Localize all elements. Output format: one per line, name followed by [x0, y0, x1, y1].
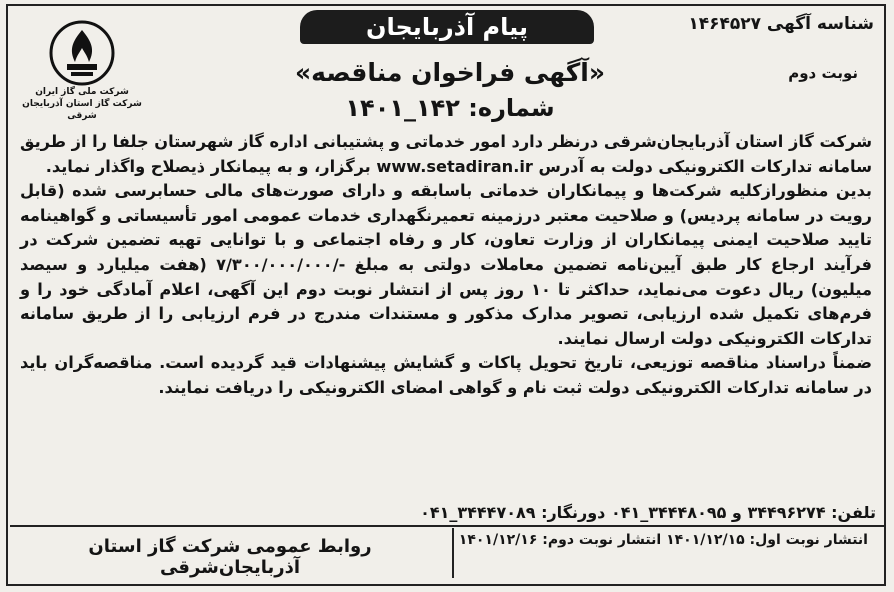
ad-body	[20, 130, 872, 401]
publisher-banner: پیام آذربایجان	[300, 10, 594, 44]
paragraph-invitation: بدین منظوراز‌کلیه شرکت‌ها و پیمانکاران خدماتی باسابقه و دارای صورت‌های مالی حسابرسی شده (قابل رویت در سامانه پردیس) و صلاحیت معتبر درزمینه تعمیرنگهداری خدمات عمومی امور تأسیساتی و گواهینامه تایید صلاحیت ایمنی پیمانکاران از وزارت تعاون، کار و رفاه اجتماعی و با توانایی تهیه تضمین شرکت در فرآیند ارجاع کار طبق آیین‌نامه تضمین معاملات دولتی به مبلغ -/۷/۳۰۰/۰۰۰/۰۰۰ (هفت میلیارد و سیصد میلیون) ریال دعوت می‌نماید، حداکثر تا ۱۰ روز پس از انتشار نوبت دوم این آگهی، اعلام آمادگی خود را و فرم‌های تکمیل شده ارزیابی، تصویر مدارک مذکور و مستندات مندرج در فرم ارزیابی را از طریق سامانه تدارکات الکترونیکی دولت ارسال نمایند.	[20, 181, 873, 348]
flame-emblem-icon	[47, 20, 117, 86]
logo-line-2: شرکت گاز استان آذربایجان شرقی	[22, 99, 142, 121]
ad-heading: «آگهی فراخوان مناقصه»	[295, 58, 605, 87]
paragraph-intro: شرکت گاز استان آذربایجان‌شرقی در‌نظر دارد امور خدماتی و پشتیبانی اداره گاز شهرستان جلفا را از طریق سامانه تدارکات الکترونیکی دولت به آدرس www.setadiran.ir برگزار، و به پیمانکار ذیصلاح واگذار نماید.	[20, 132, 872, 176]
public-relations-signature: روابط عمومی شرکت گاز استان آذربایجان‌شرقی	[88, 536, 372, 578]
contact-phone: تلفن: ۳۴۴۹۶۲۷۴ و ۳۴۴۴۸۰۹۵_۰۴۱ دورنگار: ۳۴۴۴۷۰۸۹_۰۴۱	[420, 503, 876, 522]
publication-dates: انتشار نوبت اول: ۱۴۰۱/۱۲/۱۵ انتشار نوبت دوم: ۱۴۰۱/۱۲/۱۶	[458, 532, 868, 548]
tender-number: شماره: ۱۴۲_۱۴۰۱	[345, 94, 555, 122]
ad-id: شناسه آگهی ۱۴۶۴۵۲۷	[688, 14, 874, 34]
paragraph-notes: ضمناً دراسناد مناقصه توزیعی، تاریخ تحویل پاکات و گشایش پیشنهادات قید گردیده است. مناقصه‌گران باید در سامانه تدارکات الکترونیکی دولت ثبت نام و گواهی امضای الکترونیکی را دریافت نمایند.	[20, 353, 872, 397]
gas-company-logo	[22, 20, 142, 120]
footer-divider	[10, 525, 884, 527]
logo-line-1: شرکت ملی گاز ایران	[35, 87, 129, 97]
publication-round: نوبت دوم	[788, 64, 858, 82]
